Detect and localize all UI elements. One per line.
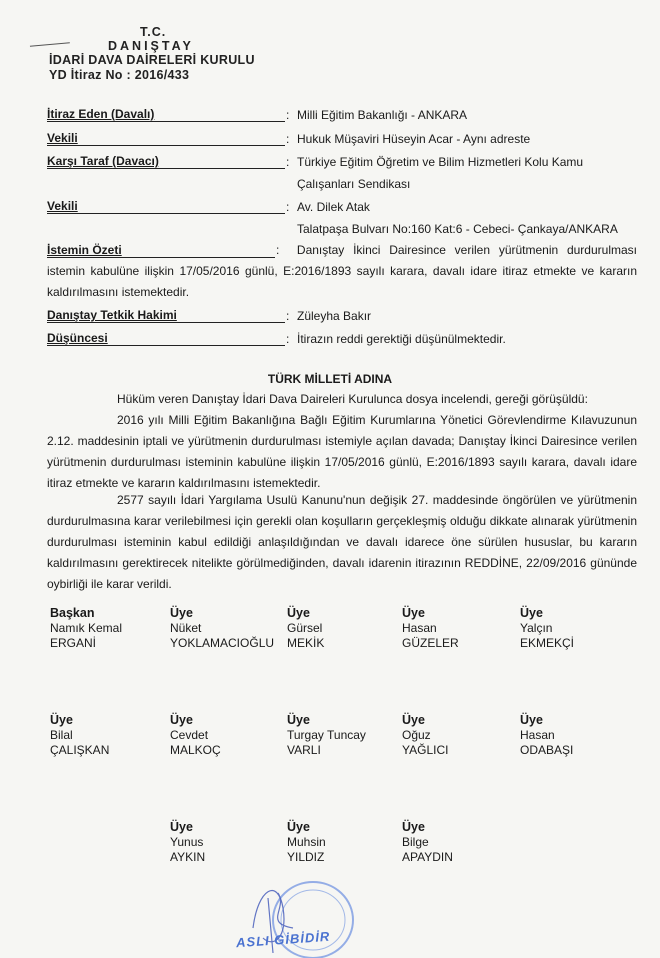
signature-last-name: EKMEKÇİ: [520, 636, 575, 650]
field-rule: [47, 121, 285, 122]
signature-role: Üye: [287, 820, 310, 834]
signature-role: Üye: [170, 820, 193, 834]
signature-role: Üye: [170, 606, 193, 620]
signature-block: [170, 713, 221, 758]
field-value-counsel: Hukuk Müşaviri Hüseyin Acar - Aynı adreste: [297, 132, 531, 146]
field-label-respondent: Karşı Taraf (Davacı): [47, 154, 159, 168]
signature-last-name: YOKLAMACIOĞLU: [170, 636, 275, 650]
signature-role: Üye: [520, 606, 543, 620]
signature-first-name: Bilge: [402, 835, 429, 849]
header-country: T.C.: [140, 25, 167, 39]
header-board: İDARİ DAVA DAİRELERİ KURULU: [49, 53, 255, 67]
signature-block: [50, 606, 122, 651]
signature-first-name: Namık Kemal: [50, 621, 123, 635]
signature-last-name: YAĞLICI: [402, 743, 449, 757]
field-rule: [47, 213, 285, 214]
field-rule: [47, 322, 285, 323]
signature-block: [170, 606, 274, 651]
signature-last-name: YILDIZ: [287, 850, 325, 864]
field-value-respondent-cont: Çalışanları Sendikası: [297, 177, 411, 191]
field-value-judge: Züleyha Bakır: [297, 309, 372, 323]
signature-last-name: MALKOÇ: [170, 743, 221, 757]
signature-first-name: Bilal: [50, 728, 73, 742]
signature-block: [287, 820, 326, 865]
field-colon: :: [276, 243, 297, 257]
signature-first-name: Hasan: [520, 728, 555, 742]
header-case-number: YD İtiraz No : 2016/433: [49, 68, 190, 82]
signature-last-name: ÇALIŞKAN: [50, 743, 110, 757]
signature-first-name: Oğuz: [402, 728, 431, 742]
signature-last-name: MEKİK: [287, 636, 325, 650]
field-label-counsel: Vekili: [47, 131, 78, 145]
field-value-respondent-counsel: Av. Dilek Atak: [297, 200, 370, 214]
summary-text: Danıştay İkinci Dairesince verilen yürütmenin durdurulması istemin kabulüne ilişkin 17/05/2016 günlü, E:2016/1893 sayılı karara, davalı idare itiraz etmekte ve kararın kaldırılmasını istemektedir.: [47, 243, 637, 299]
decision-paragraph-1: Hüküm veren Danıştay İdari Dava Daireleri Kurulunca dosya incelendi, gereği görüşüldü:: [117, 392, 588, 406]
signature-block: [170, 820, 205, 865]
signature-block: [50, 713, 109, 758]
field-colon: :: [286, 200, 290, 214]
signature-last-name: AYKIN: [170, 850, 206, 864]
field-label-respondent-counsel: Vekili: [47, 199, 78, 213]
signature-role: Üye: [402, 713, 425, 727]
decision-paragraph-2: 2016 yılı Milli Eğitim Bakanlığına Bağlı Eğitim Kurumlarına Yönetici Görevlendirme Kılavuzunun 2.12. maddesinin iptali ve yürütmenin durdurulması istemiyle açılan davada; Danıştay İkinci Dairesince verilen yürütmenin durdurulması isteminin kabulüne ilişkin 17/05/2016 günlü, E:2016/1893 sayılı karara, davalı idare itiraz etmekte ve kararın kaldırılmasını istemektedir.: [47, 413, 637, 490]
signature-first-name: Yalçın: [520, 621, 553, 635]
field-colon: :: [286, 332, 290, 346]
field-value-respondent-address: Talatpaşa Bulvarı No:160 Kat:6 - Cebeci- Çankaya/ANKARA: [297, 222, 618, 236]
decision-title: TÜRK MİLLETİ ADINA: [267, 372, 393, 386]
field-colon: :: [286, 108, 290, 122]
signature-block: [287, 713, 366, 758]
signature-role: Üye: [520, 713, 543, 727]
field-label-judge: Danıştay Tetkik Hakimi: [47, 308, 177, 322]
signature-block: [402, 713, 448, 758]
signature-role: Üye: [170, 713, 193, 727]
margin-scribble: [30, 42, 70, 49]
field-value-opinion: İtirazın reddi gerektiği düşünülmektedir.: [297, 332, 506, 346]
signature-first-name: Turgay Tuncay: [287, 728, 366, 742]
decision-paragraph-3: 2577 sayılı İdari Yargılama Usulü Kanunu'nun değişik 27. maddesinde öngörülen ve yürütmenin durdurulmasına karar verilebilmesi için gerekli olan koşulların gerçekleşmiş olduğu dikkate alınarak yürütmenin durdurulması isteminin kabul edildiği anlaşıldığından ve davalı idarece öne sürülen hususlar, bu kararın kaldırılmasını gerektirecek nitelikte görülmediğinden, davalı idarenin itirazının REDDİNE, 22/09/2016 gününde oybirliği ile karar verildi.: [47, 493, 637, 591]
signature-first-name: Nüket: [170, 621, 202, 635]
field-value-respondent: Türkiye Eğitim Öğretim ve Bilim Hizmetleri Kolu Kamu: [297, 155, 584, 169]
signature-first-name: Gürsel: [287, 621, 323, 635]
field-colon: :: [286, 155, 290, 169]
signature-role: Üye: [402, 606, 425, 620]
signature-block: [287, 606, 324, 651]
signature-block: [520, 606, 574, 651]
signature-first-name: Hasan: [402, 621, 437, 635]
stamp-text: ASLI GİBİDİR: [235, 928, 331, 951]
field-colon: :: [286, 309, 290, 323]
signature-role: Üye: [287, 713, 310, 727]
signature-role: Üye: [287, 606, 310, 620]
signature-last-name: ERGANİ: [50, 636, 97, 650]
field-value-objector: Milli Eğitim Bakanlığı - ANKARA: [297, 108, 468, 122]
header-court: DANIŞTAY: [108, 39, 194, 53]
signature-first-name: Cevdet: [170, 728, 209, 742]
field-value-summary: [47, 240, 637, 303]
signature-last-name: VARLI: [287, 743, 321, 757]
field-colon: :: [286, 132, 290, 146]
field-rule: [47, 168, 285, 169]
field-label-summary: İstemin Özeti: [47, 243, 122, 257]
signature-role: Başkan: [50, 606, 95, 620]
field-rule: [47, 145, 285, 146]
signature-first-name: Yunus: [170, 835, 204, 849]
signature-last-name: ODABAŞI: [520, 743, 574, 757]
signature-role: Üye: [402, 820, 425, 834]
signature-last-name: APAYDIN: [402, 850, 453, 864]
signature-last-name: GÜZELER: [402, 636, 459, 650]
field-label-opinion: Düşüncesi: [47, 331, 108, 345]
field-label-objector: İtiraz Eden (Davalı): [47, 107, 155, 121]
signature-block: [402, 606, 459, 651]
field-rule: [47, 345, 285, 346]
signature-first-name: Muhsin: [287, 835, 326, 849]
signature-block: [402, 820, 453, 865]
signature-block: [520, 713, 573, 758]
signature-role: Üye: [50, 713, 73, 727]
